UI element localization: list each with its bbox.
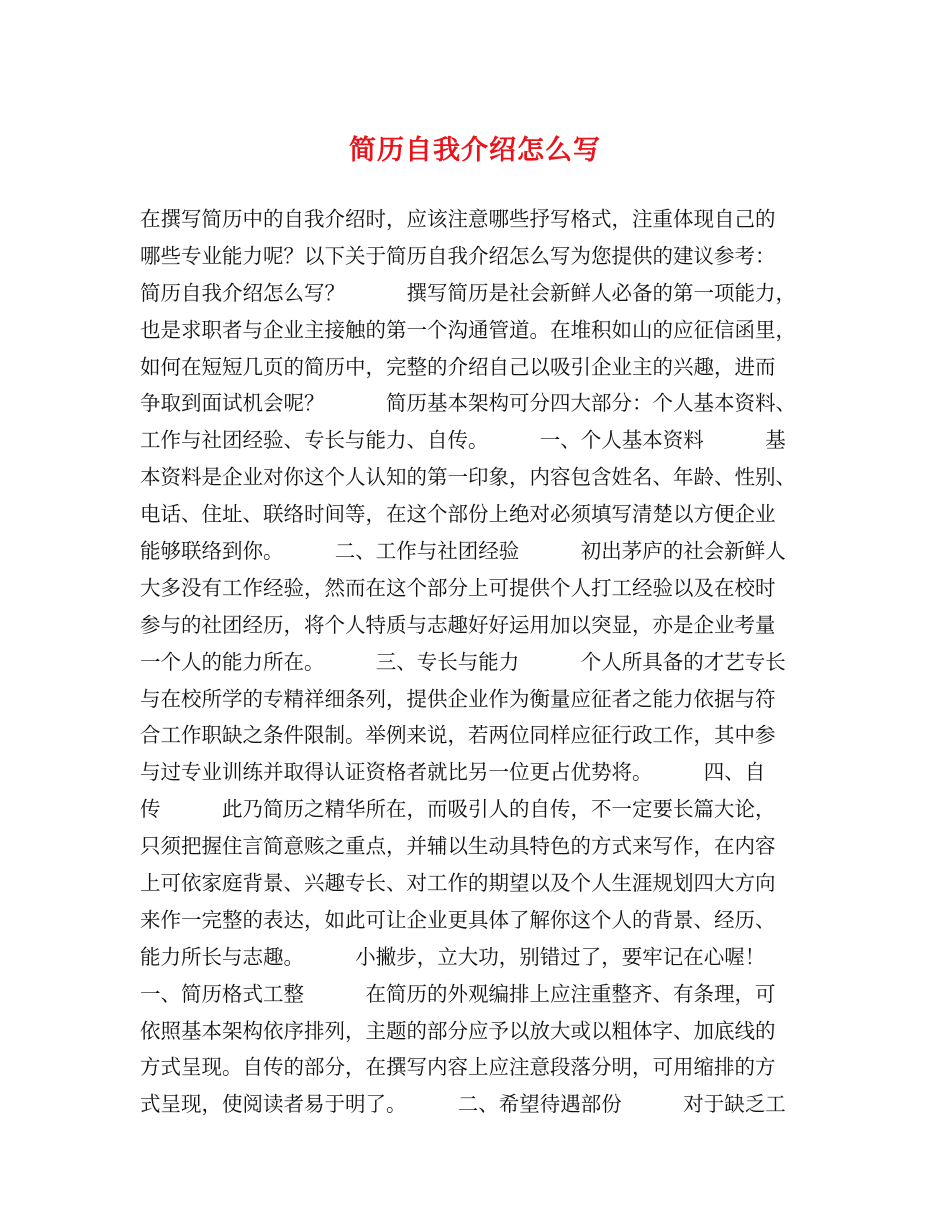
body-text-line: 方式呈现。自传的部分，在撰写内容上应注意段落分明，可用缩排的方	[140, 1055, 776, 1080]
body-text-line: 在撰写简历中的自我介绍时，应该注意哪些抒写格式，注重体现自己的	[140, 207, 776, 231]
body-text-line: 式呈现，使阅读者易于明了。 二、希望待遇部份 对于缺乏工	[140, 1092, 786, 1117]
document-body	[140, 201, 830, 1123]
body-text-line: 合工作职缺之条件限制。举例来说，若两位同样应征行政工作，其中参	[140, 723, 776, 748]
body-text-line: 能力所长与志趣。 小撇步，立大功，别错过了，要牢记在心喔！	[140, 944, 766, 969]
body-text-line: 争取到面试机会呢？ 简历基本架构可分四大部分：个人基本资料、	[140, 391, 796, 416]
body-text-line: 能够联络到你。 二、工作与社团经验 初出茅庐的社会新鲜人	[140, 539, 786, 564]
document-title: 简历自我介绍怎么写	[349, 135, 601, 166]
body-text-line: 来作一完整的表达，如此可让企业更具体了解你这个人的背景、经历、	[140, 907, 776, 932]
body-text-line: 上可依家庭背景、兴趣专长、对工作的期望以及个人生涯规划四大方向	[140, 871, 776, 896]
body-text-line: 工作与社团经验、专长与能力、自传。 一、个人基本资料 基	[140, 428, 786, 453]
body-text-line: 依照基本架构依序排列，主题的部分应予以放大或以粗体字、加底线的	[140, 1018, 776, 1043]
body-text-line: 如何在短短几页的简历中，完整的介绍自己以吸引企业主的兴趣，进而	[140, 354, 776, 379]
body-text-line: 只须把握住言简意赅之重点，并辅以生动具特色的方式来写作，在内容	[140, 834, 776, 859]
body-text-line: 与在校所学的专精祥细条列，提供企业作为衡量应征者之能力依据与符	[140, 686, 776, 711]
body-text-line: 电话、住址、联络时间等，在这个部份上绝对必须填写清楚以方便企业	[140, 502, 776, 527]
body-text-line: 与过专业训练并取得认证资格者就比另一位更占优势将。 四、自	[140, 760, 766, 785]
body-text-line: 一、简历格式工整 在简历的外观编排上应注重整齐、有条理，可	[140, 981, 776, 1006]
body-text-line: 一个人的能力所在。 三、专长与能力 个人所具备的才艺专长	[140, 649, 786, 674]
body-text-line: 传 此乃简历之精华所在，而吸引人的自传，不一定要长篇大论，	[140, 797, 776, 822]
body-text-line: 参与的社团经历，将个人特质与志趣好好运用加以突显，亦是企业考量	[140, 612, 776, 637]
body-text-line: 简历自我介绍怎么写？ 撰写简历是社会新鲜人必备的第一项能力，	[140, 280, 796, 305]
body-text-line: 本资料是企业对你这个人认知的第一印象，内容包含姓名、年龄、性别、	[140, 465, 796, 490]
body-text-line: 大多没有工作经验，然而在这个部分上可提供个人打工经验以及在校时	[140, 575, 776, 600]
body-text-line: 哪些专业能力呢？以下关于简历自我介绍怎么写为您提供的建议参考：	[140, 243, 776, 268]
body-text-line: 也是求职者与企业主接触的第一个沟通管道。在堆积如山的应征信函里，	[140, 317, 796, 342]
